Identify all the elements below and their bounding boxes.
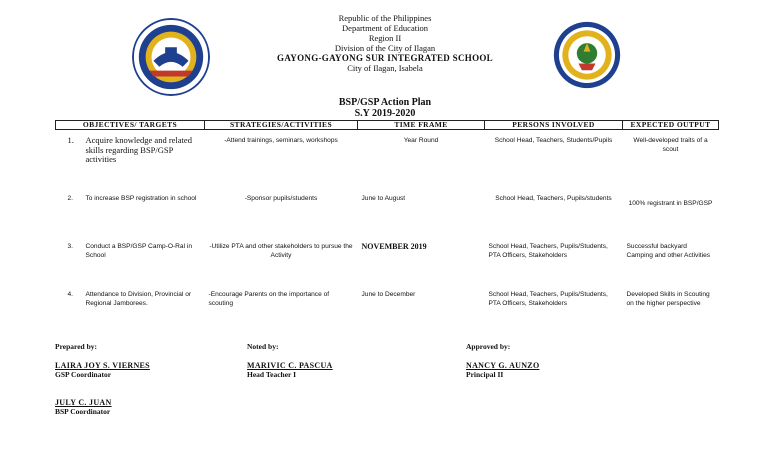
approved-by-block bbox=[466, 342, 539, 379]
output-cell bbox=[623, 284, 719, 332]
output-text: Well-developed traits of a scout bbox=[633, 137, 708, 153]
col-output: EXPECTED OUTPUT bbox=[623, 121, 719, 130]
objective-cell bbox=[56, 236, 205, 284]
signatory-name: LAIRA JOY S. VIERNES bbox=[55, 361, 150, 370]
action-plan-table bbox=[55, 120, 719, 332]
time-cell bbox=[358, 130, 485, 189]
header-line-1: Republic of the Philippines bbox=[338, 13, 432, 23]
school-year: S.Y 2019-2020 bbox=[354, 108, 416, 119]
school-location: City of Ilagan, Isabela bbox=[347, 63, 423, 73]
strategy-text: -Attend trainings, seminars, workshops bbox=[224, 137, 338, 144]
noted-by-block bbox=[247, 342, 333, 379]
persons-text: School Head, Teachers, Pupils/Students, PTA Officers, Stakeholders bbox=[488, 291, 608, 307]
objective-cell bbox=[56, 284, 205, 332]
strategy-cell bbox=[205, 188, 358, 236]
signatory-position: BSP Coordinator bbox=[55, 407, 111, 416]
objective-text: Conduct a BSP/GSP Camp-O-Ral in School bbox=[85, 243, 193, 259]
table-row bbox=[56, 284, 719, 332]
strategy-cell bbox=[205, 236, 358, 284]
time-text: Year Round bbox=[403, 137, 439, 144]
col-objectives: OBJECTIVES/ TARGETS bbox=[56, 121, 205, 130]
deped-seal-icon bbox=[132, 18, 210, 96]
persons-text: School Head, Teachers, Students/Pupils bbox=[494, 137, 613, 144]
strategy-cell bbox=[205, 284, 358, 332]
persons-cell bbox=[485, 130, 623, 189]
school-name: GAYONG-GAYONG SUR INTEGRATED SCHOOL bbox=[277, 53, 493, 63]
output-cell bbox=[623, 236, 719, 284]
row-number: 2. bbox=[67, 195, 73, 202]
bsp-coordinator-block bbox=[55, 398, 112, 416]
plan-title: BSP/GSP Action Plan bbox=[338, 97, 432, 108]
time-text: NOVEMBER 2019 bbox=[361, 242, 427, 251]
output-cell bbox=[623, 188, 719, 236]
strategy-cell bbox=[205, 130, 358, 189]
table-header-row bbox=[56, 121, 719, 130]
strategy-text: -Encourage Parents on the importance of scouting bbox=[208, 291, 330, 307]
signatory-position: Head Teacher I bbox=[247, 370, 297, 379]
time-text: June to August bbox=[361, 195, 406, 202]
row-number: 3. bbox=[67, 243, 73, 250]
persons-cell bbox=[485, 284, 623, 332]
col-persons: PERSONS INVOLVED bbox=[485, 121, 623, 130]
objective-cell bbox=[56, 130, 205, 189]
header-line-4: Division of the City of Ilagan bbox=[334, 43, 436, 53]
signatory-name: JULY C. JUAN bbox=[55, 398, 112, 407]
prepared-by-label: Prepared by: bbox=[55, 342, 98, 351]
objective-cell bbox=[56, 188, 205, 236]
prepared-by-block bbox=[55, 342, 150, 379]
signatory-name: MARIVIC C. PASCUA bbox=[247, 361, 333, 370]
objective-text: To increase BSP registration in school bbox=[85, 195, 197, 202]
signatory-position: Principal II bbox=[466, 370, 504, 379]
school-seal-icon bbox=[553, 21, 621, 89]
col-time-frame: TIME FRAME bbox=[358, 121, 485, 130]
persons-cell bbox=[485, 188, 623, 236]
row-number: 1. bbox=[67, 135, 74, 145]
output-text: Successful backyard Camping and other Activities bbox=[626, 243, 711, 259]
strategy-text: -Sponsor pupils/students bbox=[244, 195, 318, 202]
letterhead bbox=[250, 13, 520, 73]
col-strategies: STRATEGIES/ACTIVITIES bbox=[205, 121, 358, 130]
output-text: 100% registrant in BSP/GSP bbox=[628, 200, 713, 207]
time-cell bbox=[358, 236, 485, 284]
signatory-position: GSP Coordinator bbox=[55, 370, 112, 379]
noted-by-label: Noted by: bbox=[247, 342, 279, 351]
table-row bbox=[56, 236, 719, 284]
time-cell bbox=[358, 188, 485, 236]
header-line-2: Department of Education bbox=[342, 23, 428, 33]
objective-text: Acquire knowledge and related skills regarding BSP/GSP activities bbox=[85, 135, 192, 164]
row-number: 4. bbox=[67, 291, 73, 298]
time-cell bbox=[358, 284, 485, 332]
approved-by-label: Approved by: bbox=[466, 342, 511, 351]
table-row bbox=[56, 130, 719, 189]
time-text: June to December bbox=[361, 291, 416, 298]
signatory-name: NANCY G. AUNZO bbox=[466, 361, 540, 370]
objective-text: Attendance to Division, Provincial or Regional Jamborees. bbox=[85, 291, 192, 307]
output-text: Developed Skills in Scouting on the higher perspective bbox=[626, 291, 710, 307]
persons-text: School Head, Teachers, Pupils/students bbox=[495, 195, 612, 202]
persons-cell bbox=[485, 236, 623, 284]
header-line-3: Region II bbox=[368, 33, 402, 43]
strategy-text: -Utilize PTA and other stakeholders to pursue the Activity bbox=[209, 243, 353, 259]
persons-text: School Head, Teachers, Pupils/Students, PTA Officers, Stakeholders bbox=[488, 243, 608, 259]
table-row bbox=[56, 188, 719, 236]
output-cell bbox=[623, 130, 719, 189]
